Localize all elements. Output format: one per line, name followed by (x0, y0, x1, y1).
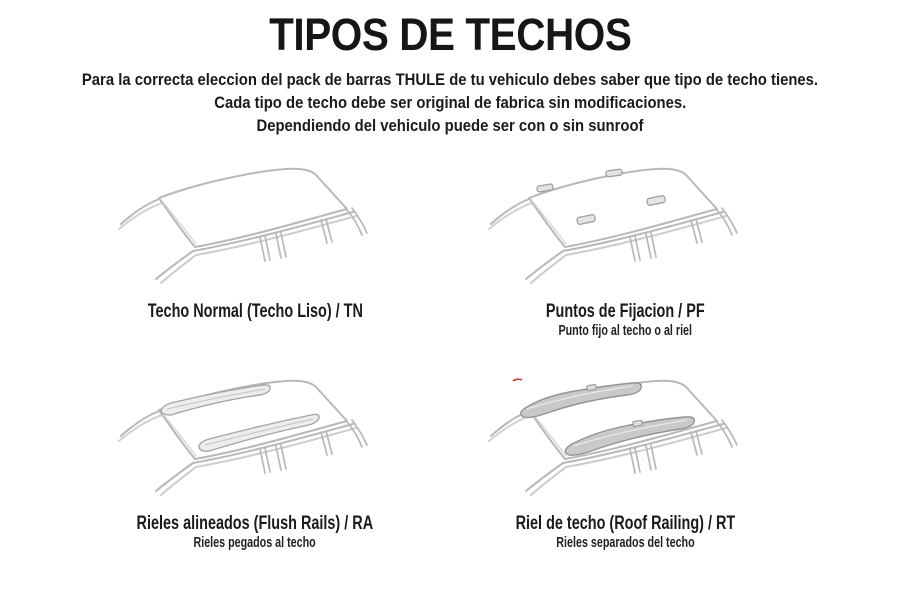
intro-text (0, 69, 900, 138)
roof-type-sublabel-pf: Punto fijo al techo o al riel (558, 323, 692, 339)
roof-normal-icon (105, 158, 405, 298)
intro-line-2: Cada tipo de techo debe ser original de fabrica sin modificaciones. (213, 94, 687, 112)
roof-type-sublabel-ra: Rieles pegados al techo (193, 535, 317, 551)
roof-fixpoint-icon (475, 158, 775, 298)
intro-line-1: Para la correcta eleccion del pack de barras THULE de tu vehiculo debes saber que tipo de techo tienes. (81, 71, 819, 89)
page-title: TIPOS DE TECHOS (268, 9, 632, 60)
roof-types-grid (0, 158, 900, 552)
roof-type-label-rt: Riel de techo (Roof Railing) / RT (515, 512, 735, 534)
roof-type-label-tn: Techo Normal (Techo Liso) / TN (147, 300, 363, 322)
roof-type-label-pf: Puntos de Fijacion / PF (545, 300, 705, 322)
roof-type-pf (400, 158, 850, 340)
roof-flush-rail-icon (105, 370, 405, 510)
intro-line-3: Dependiendo del vehiculo puede ser con o sin sunroof (256, 117, 644, 135)
roof-type-label-ra: Rieles alineados (Flush Rails) / RA (136, 512, 374, 534)
roof-type-sublabel-rt: Rieles separados del techo (555, 535, 695, 551)
roof-type-rt (400, 370, 850, 552)
roof-raised-rail-icon (475, 370, 775, 510)
